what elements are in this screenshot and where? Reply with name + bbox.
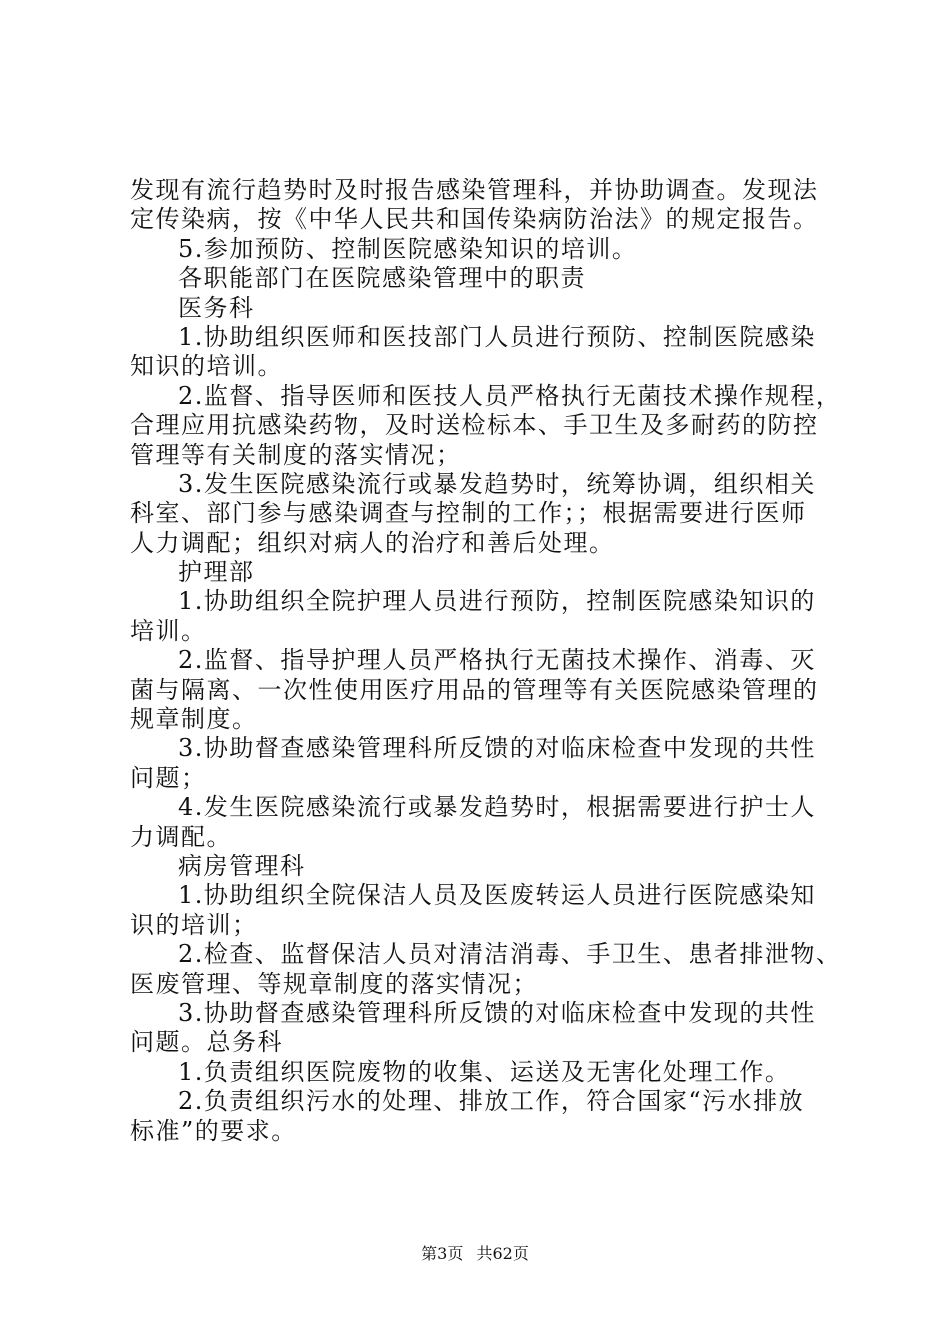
text-line: 问题。总务科 [130, 1028, 283, 1057]
section-heading: 各职能部门在医院感染管理中的职责 [178, 264, 586, 293]
text-line: 发现有流行趋势时及时报告感染管理科，并协助调查。发现法 [130, 176, 819, 204]
text-line: 培训。 [130, 616, 207, 645]
text-line: 定传染病，按《中华人民共和国传染病防治法》的规定报告。 [130, 205, 819, 234]
page-footer [0, 1244, 950, 1264]
list-item: 2.监督、指导医师和医技人员严格执行无菌技术操作规程， [178, 381, 842, 410]
list-item: 3.协助督查感染管理科所反馈的对临床检查中发现的共性 [178, 998, 816, 1027]
text-line: 力调配。 [130, 822, 232, 851]
page-number: 第3页 [421, 1244, 464, 1263]
text-line: 菌与隔离、一次性使用医疗用品的管理等有关医院感染管理的 [130, 675, 819, 704]
text-line: 人力调配；组织对病人的治疗和善后处理。 [130, 528, 615, 557]
department-heading: 医务科 [178, 293, 255, 322]
department-heading: 病房管理科 [178, 851, 306, 880]
department-heading: 护理部 [178, 558, 255, 587]
text-line: 规章制度。 [130, 705, 258, 734]
list-item: 1.协助组织全院护理人员进行预防，控制医院感染知识的 [178, 587, 816, 616]
text-line: 科室、部门参与感染调查与控制的工作；；根据需要进行医师 [130, 499, 807, 528]
text-line: 管理等有关制度的落实情况； [130, 440, 462, 469]
list-item: 5.参加预防、控制医院感染知识的培训。 [178, 234, 638, 263]
text-line: 知识的培训。 [130, 352, 283, 381]
list-item: 2.监督、指导护理人员严格执行无菌技术操作、消毒、灭 [178, 646, 816, 675]
list-item: 3.协助督查感染管理科所反馈的对临床检查中发现的共性 [178, 734, 816, 763]
text-line: 识的培训； [130, 910, 258, 939]
text-line: 问题； [130, 763, 207, 792]
list-item: 1.协助组织医师和医技部门人员进行预防、控制医院感染 [178, 322, 816, 351]
list-item: 1.协助组织全院保洁人员及医废转运人员进行医院感染知 [178, 881, 816, 910]
document-body [130, 176, 840, 1146]
list-item: 3.发生医院感染流行或暴发趋势时，统筹协调，组织相关 [178, 469, 816, 498]
text-line: 医废管理、等规章制度的落实情况； [130, 969, 538, 998]
page-total: 共62页 [476, 1244, 529, 1263]
text-line: 合理应用抗感染药物，及时送检标本、手卫生及多耐药的防控 [130, 411, 819, 440]
list-item: 4.发生医院感染流行或暴发趋势时，根据需要进行护士人 [178, 793, 816, 822]
text-line: 标准”的要求。 [130, 1116, 297, 1145]
list-item: 2.负责组织污水的处理、排放工作，符合国家“污水排放 [178, 1087, 805, 1116]
list-item: 1.负责组织医院废物的收集、运送及无害化处理工作。 [178, 1057, 791, 1086]
list-item: 2.检查、监督保洁人员对清洁消毒、手卫生、患者排泄物、 [178, 940, 842, 969]
